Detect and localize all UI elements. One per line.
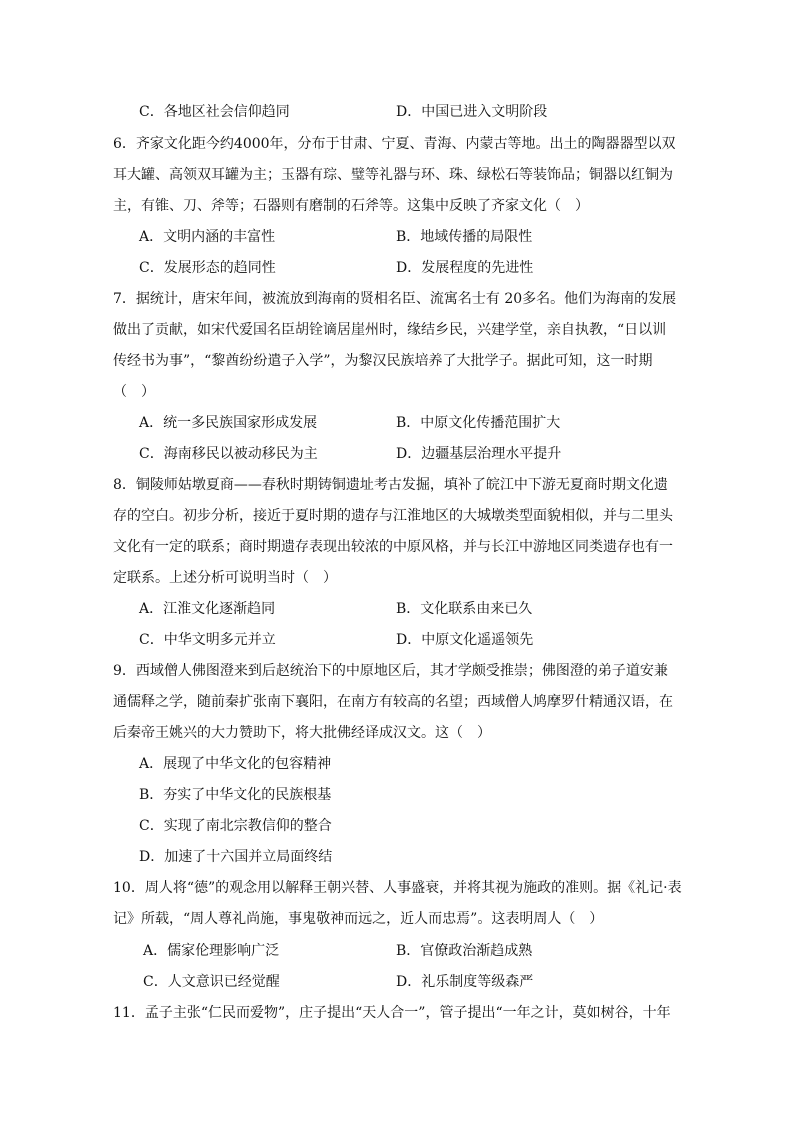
q6-option-a: A．文明内涵的丰富性 [139, 229, 276, 245]
q6-option-c: C．发展形态的趋同性 [139, 260, 276, 276]
q8-option-a: A．江淮文化逐渐趋同 [139, 601, 276, 617]
q7-option-b: B．中原文化传播范围扩大 [396, 415, 561, 431]
q6-stem-line-2: 耳大罐、高领双耳罐为主；玉器有琮、璧等礼器与环、珠、绿松石等装饰品；铜器以红铜为 [113, 167, 673, 183]
q9-stem-line-1: 9．西域僧人佛图澄来到后赵统治下的中原地区后，其才学颇受推崇；佛图澄的弟子道安兼 [113, 663, 668, 679]
q10-option-b: B．官僚政治渐趋成熟 [396, 943, 533, 959]
q10-stem-line-1: 10．周人将“德”的观念用以解释王朝兴替、人事盛衰，并将其视为施政的准则。据《礼记·表 [113, 880, 682, 896]
q7-option-d: D．边疆基层治理水平提升 [396, 446, 562, 462]
q6-option-b: B．地域传播的局限性 [396, 229, 533, 245]
q7-stem-line-1: 7．据统计，唐宋年间，被流放到海南的贤相名臣、流寓名士有 20多名。他们为海南的发展 [113, 291, 677, 307]
q9-stem-line-3: 后秦帝王姚兴的大力赞助下，将大批佛经译成汉文。这（ ） [113, 725, 491, 741]
q8-stem-line-3: 文化有一定的联系；商时期遗存表现出较浓的中原风格，并与长江中游地区同类遗存也有一 [113, 539, 673, 555]
q6-stem-line-1: 6．齐家文化距今约4000年，分布于甘肃、宁夏、青海、内蒙古等地。出土的陶器器型以双 [113, 136, 676, 152]
q9-option-c: C．实现了南北宗教信仰的整合 [139, 818, 332, 834]
q7-stem-line-3: 传经书为事”，“黎酋纷纷遣子入学”，为黎汉民族培养了大批学子。据此可知，这一时期 [113, 353, 653, 369]
q8-option-c: C．中华文明多元并立 [139, 632, 276, 648]
q5-option-d: D．中国已进入文明阶段 [396, 104, 548, 120]
q10-stem-line-2: 记》所载，“周人尊礼尚施，事鬼敬神而远之，近人而忠焉”。这表明周人（ ） [113, 911, 604, 927]
q10-option-a: A．儒家伦理影响广泛 [143, 943, 280, 959]
q8-stem-line-4: 定联系。上述分析可说明当时（ ） [113, 570, 337, 586]
q10-option-d: D．礼乐制度等级森严 [396, 974, 534, 990]
q6-option-d: D．发展程度的先进性 [396, 260, 534, 276]
q9-stem-line-2: 通儒释之学，随前秦扩张南下襄阳，在南方有较高的名望；西域僧人鸠摩罗什精通汉语，在 [113, 694, 673, 710]
q9-option-a: A．展现了中华文化的包容精神 [139, 756, 332, 772]
q11-stem-line-1: 11．孟子主张“仁民而爱物”，庄子提出“天人合一”，管子提出“一年之计，莫如树谷，十年 [113, 1005, 671, 1021]
q9-option-d: D．加速了十六国并立局面终结 [139, 849, 333, 865]
q6-stem-line-3: 主，有锥、刀、斧等；石器则有磨制的石斧等。这集中反映了齐家文化（ ） [113, 198, 589, 214]
q7-stem-line-2: 做出了贡献，如宋代爱国名臣胡铨谪居崖州时，缘结乡民，兴建学堂，亲自执教，“日以训 [113, 322, 667, 338]
q7-stem-line-4: （ ） [113, 384, 155, 400]
q7-option-c: C．海南移民以被动移民为主 [139, 446, 318, 462]
q8-stem-line-1: 8．铜陵师姑墩夏商——春秋时期铸铜遗址考古发掘，填补了皖江中下游无夏商时期文化遗 [113, 477, 668, 493]
q9-option-b: B．夯实了中华文化的民族根基 [139, 787, 332, 803]
q8-stem-line-2: 存的空白。初步分析，接近于夏时期的遗存与江淮地区的大城墩类型面貌相似，并与二里头 [113, 508, 673, 524]
q8-option-d: D．中原文化遥遥领先 [396, 632, 534, 648]
q8-option-b: B．文化联系由来已久 [396, 601, 533, 617]
q5-option-c: C．各地区社会信仰趋同 [139, 104, 290, 120]
q7-option-a: A．统一多民族国家形成发展 [139, 415, 318, 431]
q10-option-c: C．人文意识已经觉醒 [143, 974, 280, 990]
